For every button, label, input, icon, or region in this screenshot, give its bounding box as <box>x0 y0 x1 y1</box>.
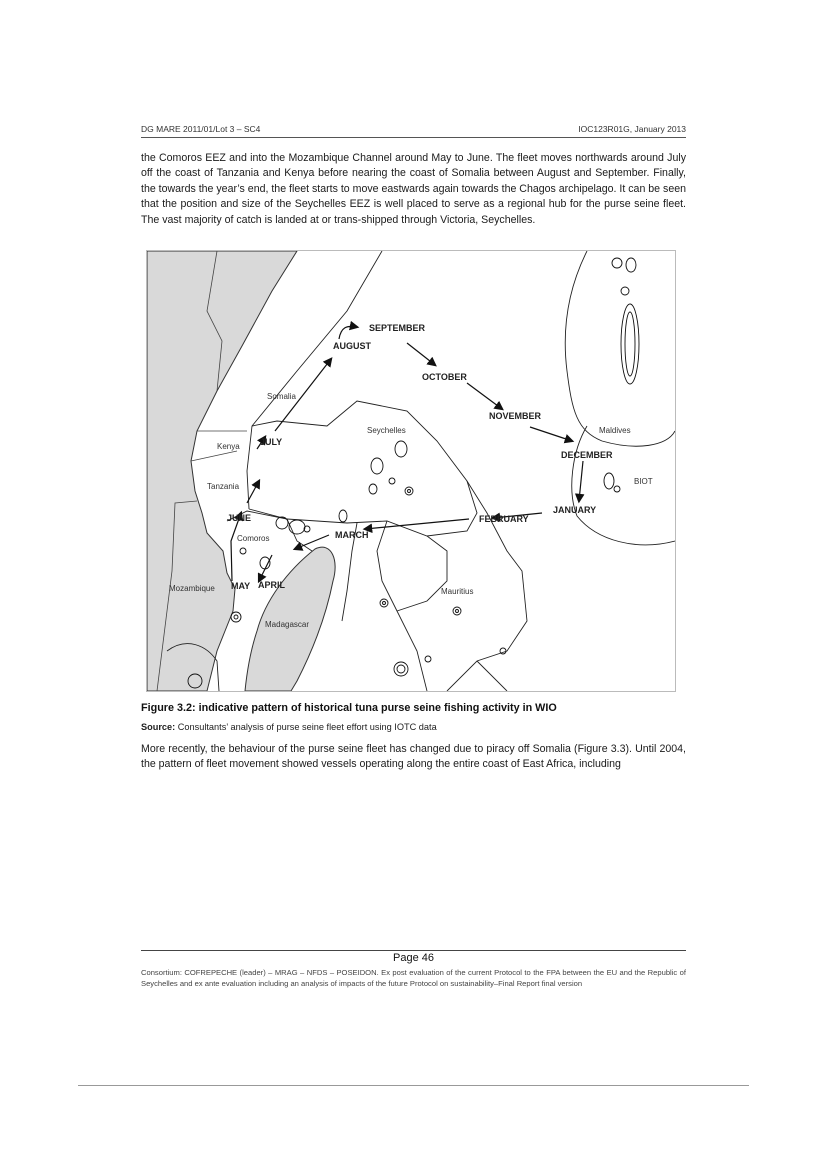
header-right-text: IOC123R01G, January 2013 <box>578 124 686 134</box>
page-bottom-rule <box>78 1085 749 1086</box>
month-label-september: SEPTEMBER <box>369 323 426 333</box>
region-label-tanzania: Tanzania <box>207 482 240 491</box>
month-label-july: JULY <box>260 437 283 447</box>
fleet-movement-arrows <box>231 326 583 581</box>
figure-source-text: Consultants’ analysis of purse seine fleet effort using IOTC data <box>175 722 437 732</box>
month-label-august: AUGUST <box>333 341 371 351</box>
figure-caption: Figure 3.2: indicative pattern of historical tuna purse seine fishing activity in WIO <box>141 702 557 714</box>
month-label-june: JUNE <box>227 513 252 523</box>
region-label-madagascar: Madagascar <box>265 620 310 629</box>
month-label-april: APRIL <box>258 580 285 590</box>
month-label-may: MAY <box>231 581 251 591</box>
figure-source-label: Source: <box>141 722 176 732</box>
month-label-december: DECEMBER <box>561 450 613 460</box>
header-rule <box>141 137 686 138</box>
month-label-january: JANUARY <box>553 505 597 515</box>
map-figure <box>146 250 676 692</box>
region-label-biot: BIOT <box>634 477 653 486</box>
month-label-october: OCTOBER <box>422 372 467 382</box>
region-label-kenya: Kenya <box>217 442 240 451</box>
region-label-mozambique: Mozambique <box>169 584 215 593</box>
month-label-november: NOVEMBER <box>489 411 542 421</box>
region-label-seychelles: Seychelles <box>367 426 406 435</box>
month-label-march: MARCH <box>335 530 369 540</box>
paragraph-intro: the Comoros EEZ and into the Mozambique Channel around May to June. The fleet moves northwards around July off the coast of Tanzania and Kenya before nearing the coast of Somalia between August and September. Finally, the towards the year’s end, the fleet starts to move eastwards again towards the Chagos archipelago. It can be seen that the position and size of the Seychelles EEZ is well placed to serve as a regional hub for the purse seine fleet. The vast majority of catch is landed at or trans-shipped through Victoria, Seychelles. <box>141 152 686 226</box>
region-label-maldives: Maldives <box>599 426 631 435</box>
footer-rule <box>141 950 686 951</box>
page-number: Page 46 <box>393 952 434 964</box>
footer-text: Consortium: COFREPECHE (leader) – MRAG – NFDS – POSEIDON. Ex post evaluation of the current Protocol to the FPA between the EU and the Republic of Seychelles and ex ante evaluation including an analysis of impacts of the future Protocol on sustainability–Final Report final version <box>141 968 686 988</box>
month-label-february: FEBRUARY <box>479 514 529 524</box>
paragraph-recent: More recently, the behaviour of the purse seine fleet has changed due to piracy off Somalia (Figure 3.3). Until 2004, the pattern of fleet movement showed vessels operating along the entire coast of East Africa, including <box>141 743 686 771</box>
region-label-somalia: Somalia <box>267 392 296 401</box>
region-label-mauritius: Mauritius <box>441 587 474 596</box>
region-label-comoros: Comoros <box>237 534 270 543</box>
figure-source <box>141 722 437 732</box>
header-left-text: DG MARE 2011/01/Lot 3 – SC4 <box>141 124 261 134</box>
map-svg <box>147 251 675 691</box>
